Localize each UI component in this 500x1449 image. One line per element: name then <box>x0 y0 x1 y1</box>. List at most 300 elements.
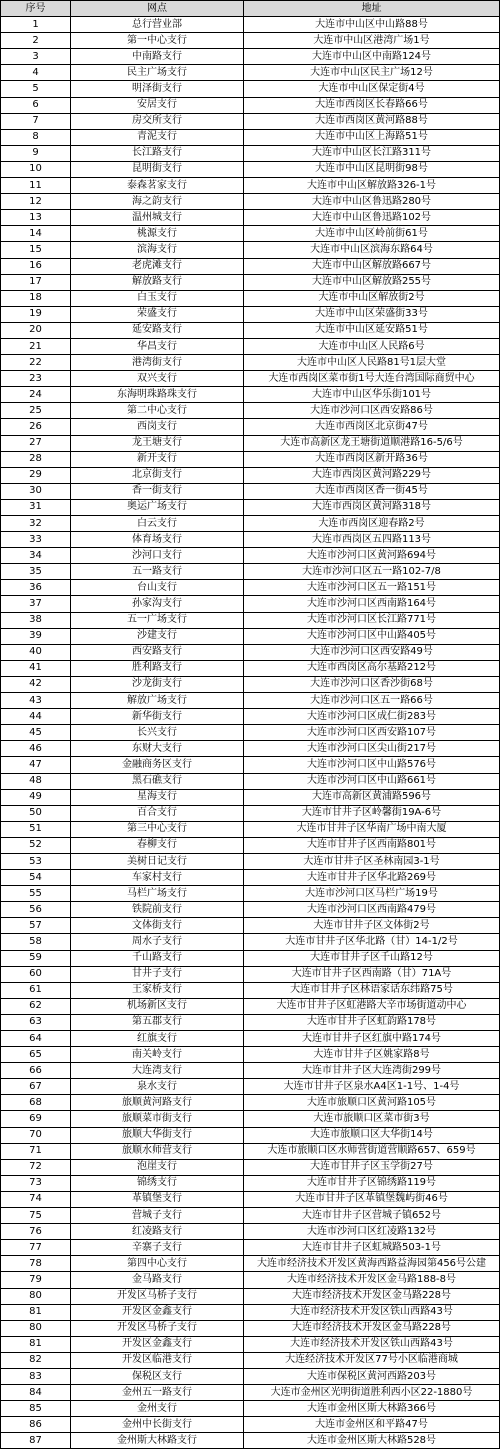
table-row <box>1 49 500 65</box>
cell-index: 42 <box>1 676 71 692</box>
cell-branch: 辛寨子支行 <box>71 1240 244 1256</box>
cell-index: 30 <box>1 483 71 499</box>
table-row <box>1 773 500 789</box>
cell-branch: 第四中心支行 <box>71 1256 244 1272</box>
table-row <box>1 789 500 805</box>
cell-index: 53 <box>1 853 71 869</box>
cell-index: 81 <box>1 1304 71 1320</box>
cell-index: 86 <box>1 1417 71 1433</box>
cell-index: 40 <box>1 644 71 660</box>
header-row <box>1 1 500 17</box>
cell-branch: 延安路支行 <box>71 322 244 338</box>
cell-index: 32 <box>1 516 71 532</box>
cell-branch: 百合支行 <box>71 805 244 821</box>
cell-address: 大连市甘井子区锦绣路119号 <box>244 1175 500 1191</box>
header-index: 序号 <box>1 1 71 17</box>
cell-index: 80 <box>1 1320 71 1336</box>
cell-branch: 旅顺菜市街支行 <box>71 1111 244 1127</box>
cell-branch: 千山路支行 <box>71 950 244 966</box>
table-row <box>1 1143 500 1159</box>
cell-index: 22 <box>1 355 71 371</box>
cell-branch: 东财大支行 <box>71 741 244 757</box>
table-row <box>1 1224 500 1240</box>
table-row <box>1 998 500 1014</box>
cell-index: 3 <box>1 49 71 65</box>
cell-address: 大连市中山区中南路124号 <box>244 49 500 65</box>
cell-address: 大连市甘井子区虹韵路178号 <box>244 1014 500 1030</box>
cell-index: 49 <box>1 789 71 805</box>
cell-index: 10 <box>1 161 71 177</box>
cell-branch: 海之韵支行 <box>71 194 244 210</box>
cell-branch: 昆明街支行 <box>71 161 244 177</box>
cell-branch: 安居支行 <box>71 97 244 113</box>
cell-address: 大连市中山区鲁迅路280号 <box>244 194 500 210</box>
cell-branch: 车家村支行 <box>71 870 244 886</box>
cell-address: 大连市金州区光明街道胜利西小区22-1880号 <box>244 1385 500 1401</box>
cell-index: 68 <box>1 1095 71 1111</box>
cell-address: 大连市经济技术开发区金马路228号 <box>244 1288 500 1304</box>
cell-address: 大连市中山区荣盛街33号 <box>244 306 500 322</box>
cell-index: 16 <box>1 258 71 274</box>
cell-branch: 机场新区支行 <box>71 998 244 1014</box>
cell-index: 54 <box>1 870 71 886</box>
cell-index: 44 <box>1 709 71 725</box>
cell-index: 70 <box>1 1127 71 1143</box>
table-row <box>1 1320 500 1336</box>
cell-branch: 锦绣支行 <box>71 1175 244 1191</box>
table-row <box>1 467 500 483</box>
cell-branch: 美树日记支行 <box>71 853 244 869</box>
cell-index: 51 <box>1 821 71 837</box>
cell-address: 大连市中山区滨海东路64号 <box>244 242 500 258</box>
table-row <box>1 580 500 596</box>
cell-branch: 第五郡支行 <box>71 1014 244 1030</box>
table-row <box>1 709 500 725</box>
cell-index: 60 <box>1 966 71 982</box>
cell-address: 大连市金州区斯大林路528号 <box>244 1433 500 1449</box>
cell-branch: 台山支行 <box>71 580 244 596</box>
cell-address: 大连市中山区解放街2号 <box>244 290 500 306</box>
cell-branch: 新华街支行 <box>71 709 244 725</box>
cell-index: 59 <box>1 950 71 966</box>
table-row <box>1 532 500 548</box>
cell-branch: 民主广场支行 <box>71 65 244 81</box>
cell-index: 64 <box>1 1031 71 1047</box>
cell-address: 大连市西岗区黄河路88号 <box>244 113 500 129</box>
cell-index: 66 <box>1 1063 71 1079</box>
cell-index: 61 <box>1 982 71 998</box>
cell-index: 23 <box>1 371 71 387</box>
table-row <box>1 17 500 33</box>
cell-branch: 老虎滩支行 <box>71 258 244 274</box>
cell-address: 大连市中山区解放路326-1号 <box>244 178 500 194</box>
cell-branch: 红凌路支行 <box>71 1224 244 1240</box>
cell-branch: 长兴支行 <box>71 725 244 741</box>
cell-index: 38 <box>1 612 71 628</box>
cell-address: 大连市经济技术开发区金马路228号 <box>244 1320 500 1336</box>
cell-branch: 华昌支行 <box>71 338 244 354</box>
cell-address: 大连市中山区昆明街98号 <box>244 161 500 177</box>
cell-index: 15 <box>1 242 71 258</box>
table-row <box>1 837 500 853</box>
cell-address: 大连市沙河口区西安路49号 <box>244 644 500 660</box>
table-row <box>1 290 500 306</box>
table-row <box>1 81 500 97</box>
cell-index: 52 <box>1 837 71 853</box>
table-row <box>1 274 500 290</box>
cell-index: 71 <box>1 1143 71 1159</box>
cell-index: 62 <box>1 998 71 1014</box>
cell-address: 大连市甘井子区千山路12号 <box>244 950 500 966</box>
table-row <box>1 1014 500 1030</box>
cell-branch: 港湾街支行 <box>71 355 244 371</box>
cell-address: 大连市中山区上海路51号 <box>244 129 500 145</box>
cell-index: 72 <box>1 1159 71 1175</box>
cell-index: 77 <box>1 1240 71 1256</box>
table-row <box>1 210 500 226</box>
table-row <box>1 1031 500 1047</box>
cell-branch: 周水子支行 <box>71 934 244 950</box>
cell-branch: 房交所支行 <box>71 113 244 129</box>
cell-address: 大连市中山区解放路667号 <box>244 258 500 274</box>
cell-branch: 沙建支行 <box>71 628 244 644</box>
cell-address: 大连市甘井子区文体街2号 <box>244 918 500 934</box>
cell-address: 大连市沙河口区香沙街68号 <box>244 676 500 692</box>
cell-address: 大连市金州区斯大林路366号 <box>244 1401 500 1417</box>
table-row <box>1 676 500 692</box>
cell-index: 39 <box>1 628 71 644</box>
cell-index: 29 <box>1 467 71 483</box>
cell-branch: 龙王塘支行 <box>71 435 244 451</box>
cell-index: 8 <box>1 129 71 145</box>
table-row <box>1 1385 500 1401</box>
cell-branch: 文体街支行 <box>71 918 244 934</box>
cell-address: 大连市高新区龙王塘街道顺港路16-5/6号 <box>244 435 500 451</box>
table-row <box>1 1240 500 1256</box>
table-row <box>1 628 500 644</box>
cell-address: 大连市沙河口区黄河路694号 <box>244 548 500 564</box>
cell-address: 大连市经济技术开发区金马路188-8号 <box>244 1272 500 1288</box>
cell-index: 67 <box>1 1079 71 1095</box>
cell-address: 大连市西岗区新开路36号 <box>244 451 500 467</box>
cell-branch: 滨海支行 <box>71 242 244 258</box>
cell-branch: 金马路支行 <box>71 1272 244 1288</box>
table-row <box>1 853 500 869</box>
cell-address: 大连市中山区解放路255号 <box>244 274 500 290</box>
table-row <box>1 435 500 451</box>
cell-index: 34 <box>1 548 71 564</box>
cell-branch: 总行营业部 <box>71 17 244 33</box>
cell-branch: 南关岭支行 <box>71 1047 244 1063</box>
cell-branch: 开发区金鑫支行 <box>71 1336 244 1352</box>
cell-branch: 春柳支行 <box>71 837 244 853</box>
cell-index: 24 <box>1 387 71 403</box>
table-row <box>1 821 500 837</box>
cell-index: 74 <box>1 1191 71 1207</box>
cell-address: 大连市中山区人民路6号 <box>244 338 500 354</box>
table-row <box>1 564 500 580</box>
cell-address: 大连市沙河口区西安路107号 <box>244 725 500 741</box>
table-row <box>1 1208 500 1224</box>
cell-index: 14 <box>1 226 71 242</box>
cell-branch: 青泥支行 <box>71 129 244 145</box>
cell-branch: 白云支行 <box>71 516 244 532</box>
cell-branch: 白玉支行 <box>71 290 244 306</box>
cell-address: 大连市甘井子区革镇堡魏屿街46号 <box>244 1191 500 1207</box>
cell-address: 大连市甘井子区红旗中路174号 <box>244 1031 500 1047</box>
cell-address: 大连市西岗区长春路66号 <box>244 97 500 113</box>
table-row <box>1 1401 500 1417</box>
cell-address: 大连市西岗区五四路113号 <box>244 532 500 548</box>
cell-branch: 金州中长街支行 <box>71 1417 244 1433</box>
cell-branch: 温州城支行 <box>71 210 244 226</box>
cell-address: 大连市高新区黄浦路596号 <box>244 789 500 805</box>
table-row <box>1 1288 500 1304</box>
cell-index: 84 <box>1 1385 71 1401</box>
cell-address: 大连市中山区港湾广场1号 <box>244 33 500 49</box>
cell-branch: 第一中心支行 <box>71 33 244 49</box>
cell-address: 大连市沙河口区西南路479号 <box>244 902 500 918</box>
cell-index: 35 <box>1 564 71 580</box>
cell-address: 大连市甘井子区玉学街27号 <box>244 1159 500 1175</box>
cell-branch: 泉水支行 <box>71 1079 244 1095</box>
cell-branch: 泰森茗家支行 <box>71 178 244 194</box>
table-row <box>1 1159 500 1175</box>
cell-index: 33 <box>1 532 71 548</box>
cell-branch: 开发区马桥子支行 <box>71 1320 244 1336</box>
table-row <box>1 129 500 145</box>
cell-address: 大连市沙河口区尖山街217号 <box>244 741 500 757</box>
cell-index: 76 <box>1 1224 71 1240</box>
cell-branch: 旅顺黄河路支行 <box>71 1095 244 1111</box>
cell-index: 43 <box>1 693 71 709</box>
cell-address: 大连市沙河口区五一路66号 <box>244 693 500 709</box>
cell-address: 大连市金州区和平路47号 <box>244 1417 500 1433</box>
cell-address: 大连市甘井子区岭馨街19A-6号 <box>244 805 500 821</box>
cell-address: 大连市沙河口区五一路151号 <box>244 580 500 596</box>
cell-address: 大连市沙河口区中山路576号 <box>244 757 500 773</box>
table-row <box>1 355 500 371</box>
cell-branch: 开发区金鑫支行 <box>71 1304 244 1320</box>
table-row <box>1 548 500 564</box>
table-row <box>1 1127 500 1143</box>
cell-address: 大连市沙河口区红凌路132号 <box>244 1224 500 1240</box>
cell-address: 大连市沙河口区五一路102-7/8 <box>244 564 500 580</box>
table-row <box>1 966 500 982</box>
cell-index: 81 <box>1 1336 71 1352</box>
cell-index: 1 <box>1 17 71 33</box>
cell-index: 18 <box>1 290 71 306</box>
cell-address: 大连市甘井子区华北路269号 <box>244 870 500 886</box>
table-row <box>1 194 500 210</box>
table-row <box>1 982 500 998</box>
table-row <box>1 950 500 966</box>
cell-address: 大连市沙河口区中山路405号 <box>244 628 500 644</box>
cell-index: 46 <box>1 741 71 757</box>
cell-branch: 五一路支行 <box>71 564 244 580</box>
cell-address: 大连市旅顺口区水师营街道营顺路657、659号 <box>244 1143 500 1159</box>
cell-branch: 革镇堡支行 <box>71 1191 244 1207</box>
table-row <box>1 612 500 628</box>
cell-address: 大连市沙河口区成仁街283号 <box>244 709 500 725</box>
table-row <box>1 242 500 258</box>
cell-index: 80 <box>1 1288 71 1304</box>
table-row <box>1 387 500 403</box>
cell-branch: 北京街支行 <box>71 467 244 483</box>
table-row <box>1 97 500 113</box>
cell-branch: 营城子支行 <box>71 1208 244 1224</box>
cell-branch: 金融商务区支行 <box>71 757 244 773</box>
cell-branch: 黑石礁支行 <box>71 773 244 789</box>
cell-branch: 荣盛支行 <box>71 306 244 322</box>
table-row <box>1 226 500 242</box>
header-address: 地址 <box>244 1 500 17</box>
table-row <box>1 596 500 612</box>
cell-branch: 开发区马桥子支行 <box>71 1288 244 1304</box>
cell-branch: 奥运广场支行 <box>71 499 244 515</box>
cell-branch: 孙家沟支行 <box>71 596 244 612</box>
cell-index: 5 <box>1 81 71 97</box>
table-row <box>1 644 500 660</box>
table-row <box>1 1304 500 1320</box>
cell-index: 6 <box>1 97 71 113</box>
cell-index: 19 <box>1 306 71 322</box>
cell-index: 45 <box>1 725 71 741</box>
cell-branch: 解放广场支行 <box>71 693 244 709</box>
cell-index: 82 <box>1 1352 71 1368</box>
table-row <box>1 1175 500 1191</box>
cell-address: 大连市中山区鲁迅路102号 <box>244 210 500 226</box>
table-row <box>1 516 500 532</box>
cell-index: 87 <box>1 1433 71 1449</box>
cell-branch: 五一广场支行 <box>71 612 244 628</box>
cell-address: 大连市经济技术开发区黄海西路益海园第456号公建 <box>244 1256 500 1272</box>
cell-address: 大连市旅顺口区黄河路105号 <box>244 1095 500 1111</box>
cell-address: 大连市西岗区香一街45号 <box>244 483 500 499</box>
table-row <box>1 693 500 709</box>
cell-address: 大连市沙河口区长江路771号 <box>244 612 500 628</box>
cell-address: 大连市中山区人民路81号1层大堂 <box>244 355 500 371</box>
table-row <box>1 499 500 515</box>
cell-address: 大连市甘井子区虹港路大辛市场街道动中心 <box>244 998 500 1014</box>
cell-branch: 新开支行 <box>71 451 244 467</box>
cell-index: 47 <box>1 757 71 773</box>
table-row <box>1 886 500 902</box>
table-row <box>1 918 500 934</box>
table-row <box>1 1047 500 1063</box>
cell-branch: 西岗支行 <box>71 419 244 435</box>
cell-branch: 大连湾支行 <box>71 1063 244 1079</box>
table-row <box>1 902 500 918</box>
cell-branch: 沙河口支行 <box>71 548 244 564</box>
table-row <box>1 338 500 354</box>
cell-index: 36 <box>1 580 71 596</box>
cell-index: 65 <box>1 1047 71 1063</box>
table-row <box>1 258 500 274</box>
table-row <box>1 419 500 435</box>
cell-branch: 开发区临港支行 <box>71 1352 244 1368</box>
cell-index: 58 <box>1 934 71 950</box>
cell-index: 26 <box>1 419 71 435</box>
table-row <box>1 1256 500 1272</box>
cell-address: 大连市中山区中山路88号 <box>244 17 500 33</box>
cell-branch: 胜利路支行 <box>71 660 244 676</box>
cell-branch: 解放路支行 <box>71 274 244 290</box>
cell-branch: 第二中心支行 <box>71 403 244 419</box>
cell-index: 20 <box>1 322 71 338</box>
cell-branch: 金州支行 <box>71 1401 244 1417</box>
table-row <box>1 741 500 757</box>
cell-index: 21 <box>1 338 71 354</box>
cell-index: 12 <box>1 194 71 210</box>
cell-address: 大连市甘井子区大连湾街299号 <box>244 1063 500 1079</box>
cell-index: 85 <box>1 1401 71 1417</box>
cell-branch: 铁院前支行 <box>71 902 244 918</box>
cell-index: 41 <box>1 660 71 676</box>
cell-branch: 旅顺水师营支行 <box>71 1143 244 1159</box>
table-row <box>1 178 500 194</box>
cell-address: 大连市甘井子区林语家话东纬路75号 <box>244 982 500 998</box>
cell-address: 大连市西岗区黄河路318号 <box>244 499 500 515</box>
cell-address: 大连市旅顺口区菜市街3号 <box>244 1111 500 1127</box>
cell-address: 大连市甘井子区西南路801号 <box>244 837 500 853</box>
table-row <box>1 934 500 950</box>
cell-branch: 双兴支行 <box>71 371 244 387</box>
cell-index: 69 <box>1 1111 71 1127</box>
cell-address: 大连市中山区长江路311号 <box>244 145 500 161</box>
table-row <box>1 1336 500 1352</box>
cell-branch: 桃源支行 <box>71 226 244 242</box>
table-row <box>1 1417 500 1433</box>
table-row <box>1 113 500 129</box>
table-row <box>1 1272 500 1288</box>
table-row <box>1 725 500 741</box>
cell-address: 大连市沙河口区马栏广场19号 <box>244 886 500 902</box>
cell-branch: 沙龙街支行 <box>71 676 244 692</box>
cell-branch: 体育场支行 <box>71 532 244 548</box>
cell-index: 13 <box>1 210 71 226</box>
cell-index: 4 <box>1 65 71 81</box>
table-row <box>1 1191 500 1207</box>
cell-address: 大连市甘井子区虹城路503-1号 <box>244 1240 500 1256</box>
cell-address: 大连市中山区保定街4号 <box>244 81 500 97</box>
table-row <box>1 322 500 338</box>
cell-branch: 甘井子支行 <box>71 966 244 982</box>
table-row <box>1 145 500 161</box>
cell-index: 63 <box>1 1014 71 1030</box>
cell-index: 27 <box>1 435 71 451</box>
table-row <box>1 1111 500 1127</box>
cell-address: 大连市旅顺口区大华街14号 <box>244 1127 500 1143</box>
cell-branch: 东海明珠路珠支行 <box>71 387 244 403</box>
cell-address: 大连市中山区民主广场12号 <box>244 65 500 81</box>
cell-address: 大连市保税区黄河西路203号 <box>244 1368 500 1384</box>
table-row <box>1 483 500 499</box>
table-body <box>1 17 500 1449</box>
cell-branch: 长江路支行 <box>71 145 244 161</box>
cell-address: 大连市西岗区黄河路229号 <box>244 467 500 483</box>
cell-address: 大连市甘井子区营城子镇652号 <box>244 1208 500 1224</box>
table-row <box>1 371 500 387</box>
cell-address: 大连经济技术开发区77号小区临港商城 <box>244 1352 500 1368</box>
cell-address: 大连市甘井子区华北路（甘）14-1/2号 <box>244 934 500 950</box>
cell-branch: 马栏广场支行 <box>71 886 244 902</box>
cell-address: 大连市沙河口区西南路164号 <box>244 596 500 612</box>
cell-index: 7 <box>1 113 71 129</box>
cell-index: 28 <box>1 451 71 467</box>
table-row <box>1 33 500 49</box>
cell-address: 大连市西岗区北京街47号 <box>244 419 500 435</box>
